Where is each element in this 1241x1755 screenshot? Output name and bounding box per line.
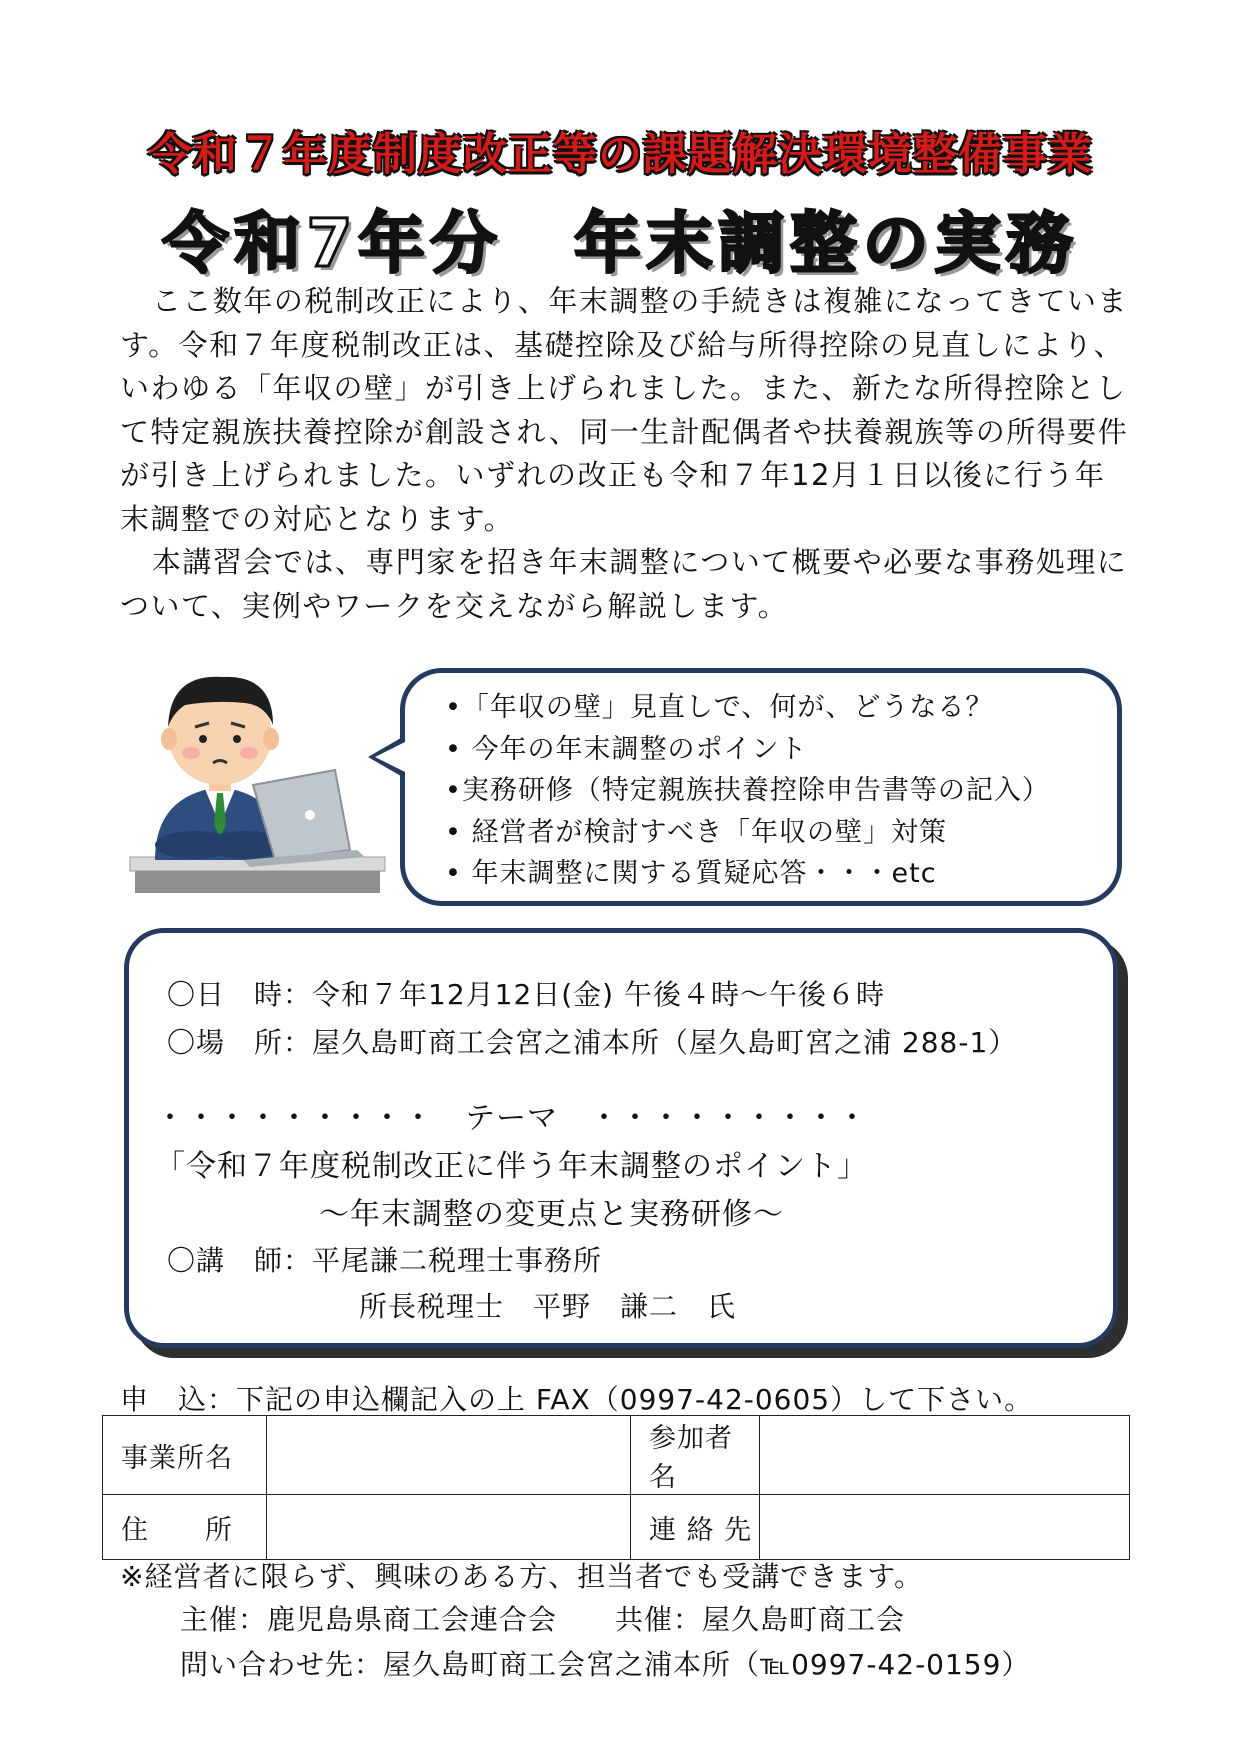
page-title: 令和7年分 年末調整の実務 xyxy=(162,205,1079,282)
address-field[interactable] xyxy=(267,1495,631,1560)
speech-bubble-tail-inner xyxy=(375,741,407,773)
info-box xyxy=(124,928,1118,1348)
topic-item: •「年収の壁」見直しで、何が、どうなる？ xyxy=(445,692,994,723)
speech-bubble xyxy=(400,668,1122,906)
subtitle: 令和７年度制度改正等の課題解決環境整備事業 xyxy=(148,129,1093,180)
contact-field[interactable] xyxy=(760,1495,1130,1560)
businessman-at-laptop-illustration xyxy=(125,665,395,905)
address-label: 住 所 xyxy=(103,1495,267,1560)
application-form xyxy=(102,1415,1130,1560)
theme-header: ・・・・・・・・・ テーマ ・・・・・・・・・ xyxy=(155,1101,868,1136)
topic-item: • 経営者が検討すべき「年収の壁」対策 xyxy=(445,816,947,848)
intro-paragraph-2: 本講習会では、専門家を招き年末調整について概要や必要な事務処理について、実例やワークを交えながら解説します。 xyxy=(120,545,1128,623)
topic-item: • 年末調整に関する質疑応答・・・etc xyxy=(445,858,937,889)
business-name-label: 事業所名 xyxy=(103,1416,267,1495)
application-instructions: 申 込：下記の申込欄記入の上 FAX（0997-42-0605）して下さい。 xyxy=(120,1383,1034,1416)
event-datetime: 〇日 時：令和７年12月12日(金) 午後４時～午後６時 xyxy=(167,978,886,1011)
eligibility-note: ※経営者に限らず、興味のある方、担当者でも受講できます。 xyxy=(120,1560,923,1593)
topic-item: • 今年の年末調整のポイント xyxy=(445,733,808,765)
participant-name-field[interactable] xyxy=(760,1416,1130,1495)
lecturer-name: 所長税理士 平野 謙二 氏 xyxy=(359,1290,737,1323)
contact-label: 連 絡 先 xyxy=(631,1495,760,1560)
organizers: 主催：鹿児島県商工会連合会 共催：屋久島町商工会 xyxy=(180,1603,906,1636)
participant-name-label: 参加者名 xyxy=(631,1416,760,1495)
event-place: 〇場 所：屋久島町商工会宮之浦本所（屋久島町宮之浦 288-1） xyxy=(167,1026,1018,1059)
contact-info: 問い合わせ先：屋久島町商工会宮之浦本所（℡0997-42-0159） xyxy=(180,1648,1031,1681)
theme-subtitle: ～年末調整の変更点と実務研修～ xyxy=(319,1197,784,1232)
intro-paragraph-1: ここ数年の税制改正により、年末調整の手続きは複雑になってきています。令和７年度税制改正は、基礎控除及び給与所得控除の見直しにより、いわゆる「年収の壁」が引き上げられました。また、新たな所得控除として特定親族扶養控除が創設され、同一生計配偶者や扶養親族等の所得要件が引き上げられました。いずれの改正も令和７年12月１日以後に行う年末調整での対応となります。 xyxy=(120,284,1129,536)
business-name-field[interactable] xyxy=(267,1416,631,1495)
lecturer: 〇講 師：平尾謙二税理士事務所 xyxy=(167,1244,603,1277)
intro-text xyxy=(120,280,1130,628)
theme-title: 「令和７年度税制改正に伴う年末調整のポイント」 xyxy=(155,1149,868,1184)
topic-item: •実務研修（特定親族扶養控除申告書等の記入） xyxy=(445,775,1050,806)
topic-list xyxy=(405,673,1117,895)
